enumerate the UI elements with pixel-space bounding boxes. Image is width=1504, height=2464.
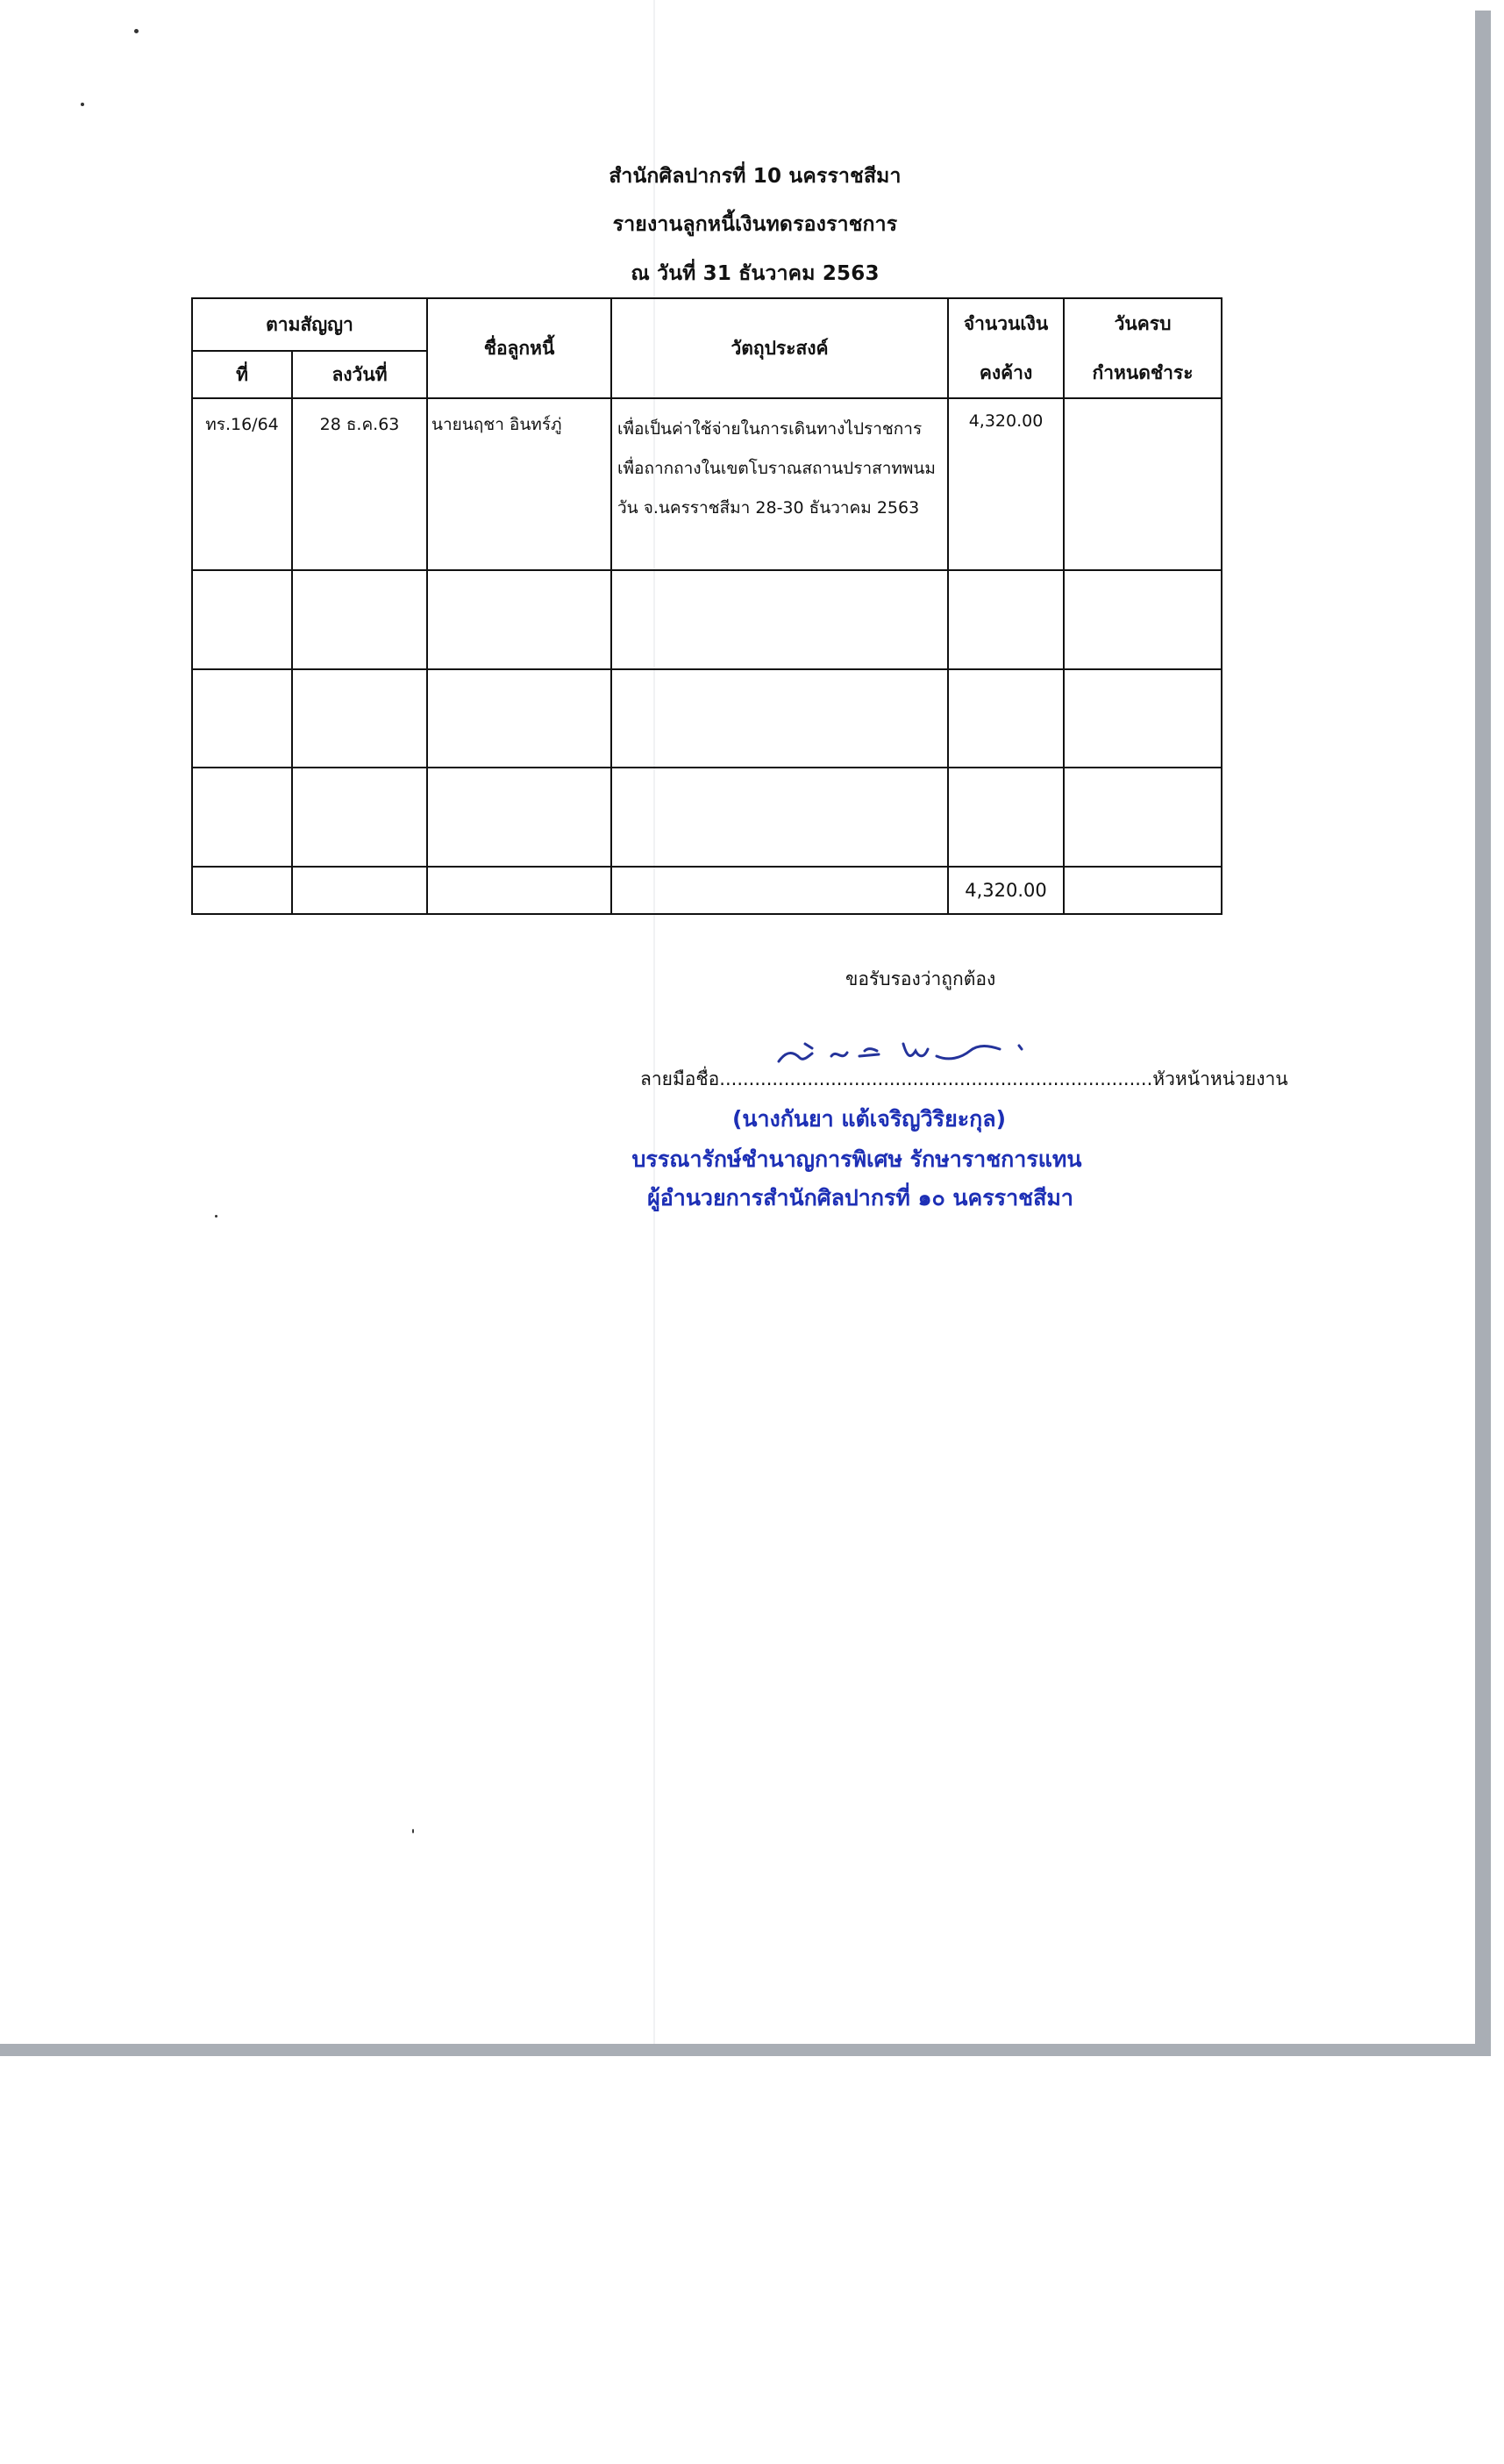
signature-dots: ..........................................................................: [719, 1068, 1153, 1089]
signature-label: ลายมือชื่อ: [640, 1068, 720, 1089]
stamp-title: บรรณารักษ์ชำนาญการพิเศษ รักษาราชการแทน: [631, 1146, 1082, 1172]
debtor-name-header: ชื่อลูกหนี้: [427, 298, 611, 398]
debtor-table: [191, 297, 1222, 915]
row-due-date: [1064, 398, 1222, 570]
purpose-line: เพื่อเป็นค่าใช้จ่ายในการเดินทางไปราชการ: [617, 419, 923, 439]
scan-speck: [81, 103, 84, 106]
empty-cell: [292, 867, 427, 914]
empty-cell: [611, 570, 948, 669]
position-label: หัวหน้าหน่วยงาน: [1152, 1068, 1288, 1089]
due-header-line2: กำหนดชำระ: [1092, 362, 1194, 383]
amount-header-line1: จำนวนเงิน: [963, 313, 1049, 334]
empty-cell: [292, 570, 427, 669]
office-heading: สำนักศิลปากรที่ 10 นครราชสีมา: [609, 165, 902, 188]
scan-edge-bottom: [0, 2044, 1491, 2056]
report-title: รายงานลูกหนี้เงินทดรองราชการ: [612, 213, 898, 236]
empty-cell: [948, 768, 1064, 867]
purpose-header: วัตถุประสงค์: [611, 298, 948, 398]
purpose-line: เพื่อถากถางในเขตโบราณสถานปราสาทพนม: [617, 459, 936, 478]
empty-cell: [192, 570, 292, 669]
certification-statement: ขอรับรองว่าถูกต้อง: [845, 968, 996, 989]
report-date: ณ วันที่ 31 ธันวาคม 2563: [631, 262, 880, 285]
table-row-empty: [192, 669, 1222, 768]
amount-header-line2: คงค้าง: [979, 362, 1033, 383]
purpose-line: วัน จ.นครราชสีมา 28-30 ธันวาคม 2563: [617, 498, 920, 518]
row-number: ทร.16/64: [192, 398, 292, 570]
row-signed-date: 28 ธ.ค.63: [292, 398, 427, 570]
empty-cell: [611, 669, 948, 768]
empty-cell: [192, 768, 292, 867]
due-date-header: [1064, 298, 1222, 398]
empty-cell: [192, 669, 292, 768]
empty-cell: [948, 669, 1064, 768]
amount-header: [948, 298, 1064, 398]
empty-cell: [948, 570, 1064, 669]
empty-cell: [427, 570, 611, 669]
row-purpose: [611, 398, 948, 570]
empty-cell: [292, 768, 427, 867]
empty-cell: [292, 669, 427, 768]
stamp-name: (นางกันยา แต้เจริญวิริยะกุล): [731, 1106, 1007, 1132]
scan-speck: [134, 29, 139, 33]
stamp-role: ผู้อำนวยการสำนักศิลปากรที่ ๑๐ นครราชสีมา: [647, 1185, 1073, 1211]
empty-cell: [1064, 570, 1222, 669]
empty-cell: [1064, 867, 1222, 914]
total-row: [192, 867, 1222, 914]
scan-speck: [412, 1829, 414, 1833]
empty-cell: [611, 768, 948, 867]
contract-group-header: ตามสัญญา: [192, 298, 427, 351]
total-amount: 4,320.00: [948, 867, 1064, 914]
empty-cell: [1064, 768, 1222, 867]
table-row-empty: [192, 570, 1222, 669]
empty-cell: [427, 768, 611, 867]
row-debtor-name: นายนฤชา อินทร์ภู่: [427, 398, 611, 570]
signed-date-header: ลงวันที่: [292, 351, 427, 398]
empty-cell: [1064, 669, 1222, 768]
due-header-line1: วันครบ: [1114, 313, 1172, 334]
scan-edge-right: [1475, 11, 1491, 2056]
empty-cell: [192, 867, 292, 914]
empty-cell: [427, 669, 611, 768]
number-header: ที่: [192, 351, 292, 398]
row-amount: 4,320.00: [948, 398, 1064, 570]
table-row: [192, 398, 1222, 570]
empty-cell: [427, 867, 611, 914]
signature-line: [640, 1065, 1288, 1094]
empty-cell: [611, 867, 948, 914]
table-row-empty: [192, 768, 1222, 867]
